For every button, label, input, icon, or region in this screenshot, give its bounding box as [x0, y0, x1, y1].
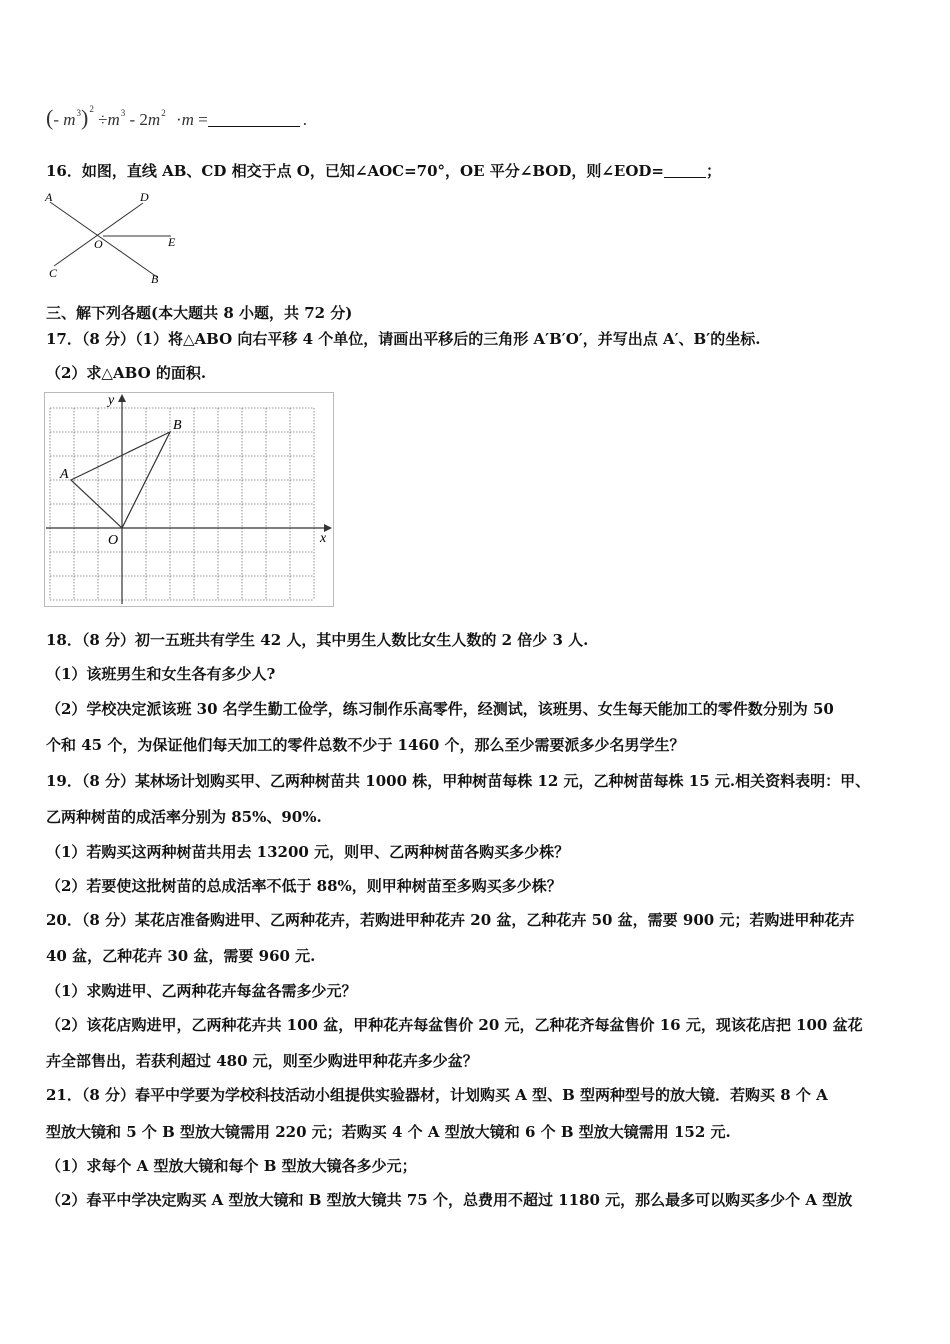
label-b: B [173, 418, 182, 433]
label-y: y [108, 393, 115, 408]
expr-exp: 3 [120, 108, 126, 118]
expr-dot: · [175, 110, 182, 129]
label-a: A [45, 190, 53, 204]
q18-line1: 18．（8 分）初一五班共有学生 42 人，其中男生人数比女生人数的 2 倍少 3 人. [46, 631, 589, 649]
expr-exp: 3 [76, 108, 82, 118]
expr-coef: 2 [139, 110, 148, 129]
q21-line4: （2）春平中学决定购买 A 型放大镜和 B 型放大镜共 75 个，总费用不超过 1180 元，那么最多可以购买多少个 A 型放 [46, 1191, 853, 1209]
q16-question: 16．如图，直线 AB、CD 相交于点 O，已知∠AOC=70°，OE 平分∠BOD，则∠EOD= [46, 162, 664, 180]
q20-line4: （2）该花店购进甲，乙两种花卉共 100 盆，甲种花卉每盆售价 20 元，乙种花齐每盆售价 16 元，现该花店把 100 盆花 [46, 1016, 863, 1034]
q17-line1: 17．（8 分）（1）将△ABO 向右平移 4 个单位，请画出平移后的三角形 A′B′O′，并写出点 A′、B′的坐标. [46, 330, 761, 348]
expr-m: m [63, 110, 76, 129]
expr-m: m [181, 110, 194, 129]
label-a: A [60, 467, 69, 482]
expr-end: . [302, 110, 307, 129]
expr-neg: - [53, 110, 59, 129]
expr-eq: = [198, 110, 208, 129]
label-x: x [320, 531, 327, 546]
q20-line5: 卉全部售出，若获利超过 480 元，则至少购进甲种花卉多少盆？ [46, 1052, 478, 1070]
line-ab [50, 202, 157, 277]
q15-expression [46, 104, 307, 131]
q21-line3: （1）求每个 A 型放大镜和每个 B 型放大镜各多少元； [46, 1157, 417, 1175]
expr-exp: 2 [89, 104, 94, 114]
q19-line4: （2）若要使这批树苗的总成活率不低于 88%，则甲种树苗至多购买多少株？ [46, 877, 562, 895]
section-title: 三、解下列各题(本大题共 8 小题，共 72 分) [46, 304, 353, 322]
answer-blank [208, 110, 300, 127]
q19-line2: 乙两种树苗的成活率分别为 85%、90%. [46, 808, 322, 826]
label-c: C [49, 266, 58, 280]
q20-line3: （1）求购进甲、乙两种花卉每盆各需多少元？ [46, 982, 357, 1000]
expr-m: m [107, 110, 120, 129]
line-cd [54, 203, 143, 266]
q19-line1: 19．（8 分）某林场计划购买甲、乙两种树苗共 1000 株，甲种树苗每株 12 元，乙种树苗每株 15 元.相关资料表明：甲、 [46, 772, 871, 790]
q17-line2: （2）求△ABO 的面积. [46, 364, 207, 382]
label-e: E [168, 235, 176, 249]
q20-line1: 20．（8 分）某花店准备购进甲、乙两种花卉，若购进甲种花卉 20 盆，乙种花卉 50 盆，需要 900 元；若购进甲种花卉 [46, 911, 855, 929]
q17-grid-figure [44, 392, 336, 610]
expr-div: ÷ [98, 110, 108, 129]
q20-line2: 40 盆，乙种花卉 30 盆，需要 960 元. [46, 947, 316, 965]
label-b: B [151, 272, 159, 286]
q16-end: ； [706, 162, 722, 180]
q19-line3: （1）若购买这两种树苗共用去 13200 元，则甲、乙两种树苗各购买多少株？ [46, 843, 570, 861]
answer-blank [664, 163, 706, 178]
q16-figure [40, 188, 190, 290]
expr-exp: 2 [161, 108, 166, 118]
q18-line4: 个和 45 个，为保证他们每天加工的零件总数不少于 1460 个，那么至少需要派多少名男学生？ [46, 736, 685, 754]
expr-rparen: ) [81, 105, 89, 130]
q21-line1: 21．（8 分）春平中学要为学校科技活动小组提供实验器材，计划购买 A 型、B 型两种型号的放大镜．若购买 8 个 A [46, 1086, 828, 1104]
q16-text [46, 161, 721, 181]
expr-m: m [147, 110, 161, 129]
label-o: O [94, 237, 103, 251]
q18-line3: （2）学校决定派该班 30 名学生勤工俭学，练习制作乐高零件，经测试，该班男、女生每天能加工的零件数分别为 50 [46, 700, 834, 718]
q21-line2: 型放大镜和 5 个 B 型放大镜需用 220 元；若购买 4 个 A 型放大镜和 6 个 B 型放大镜需用 152 元. [46, 1123, 731, 1141]
label-d: D [140, 190, 149, 204]
label-o: O [108, 533, 119, 548]
expr-lparen: ( [46, 105, 54, 130]
expr-minus: - [129, 110, 136, 129]
q18-line2: （1）该班男生和女生各有多少人? [46, 665, 276, 683]
